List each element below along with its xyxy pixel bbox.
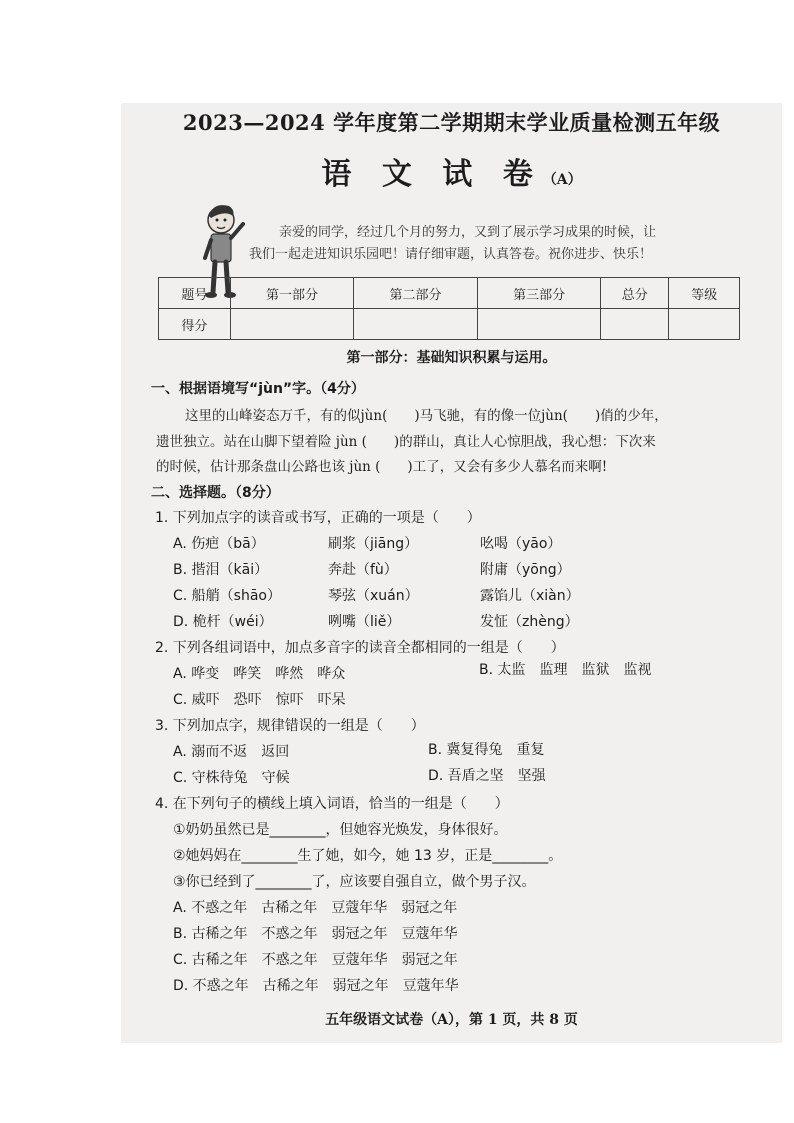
score-header-cell: 等级	[669, 278, 740, 309]
q2-option-c: C. 威吓 恐吓 惊吓 吓呆	[173, 692, 346, 708]
section1-text-line: 的时候，估计那条盘山公路也该 jùn ( )工了，又会有多少人慕名而来啊!	[156, 459, 608, 475]
q4-option-b: B. 古稀之年 不惑之年 弱冠之年 豆蔻年华	[173, 926, 458, 942]
page-footer: 五年级语文试卷（A），第 1 页，共 8 页	[325, 1012, 578, 1028]
score-header-cell: 题号	[159, 278, 231, 309]
score-table-header-row	[159, 278, 740, 309]
q3-option-c: C. 守株待兔 守候	[173, 770, 290, 786]
score-row-label: 得分	[159, 309, 231, 340]
q1-option-c-3: 露馅儿（xiàn）	[480, 588, 580, 604]
score-header-cell: 第三部分	[477, 278, 601, 309]
q3-option-b: B. 冀复得兔 重复	[428, 742, 545, 758]
score-table-score-row	[159, 309, 740, 340]
score-input-cell[interactable]	[477, 309, 601, 340]
score-header-cell: 总分	[601, 278, 669, 309]
greeting-line-1: 亲爱的同学，经过几个月的努力，又到了展示学习成果的时候，让	[279, 225, 657, 240]
q1-stem: 1. 下列加点字的读音或书写，正确的一项是（ ）	[155, 510, 481, 526]
q1-option-a-1: A. 伤疤（bā）	[173, 536, 265, 552]
section1-text-line: 遗世独立。站在山脚下望着险 jùn ( )的群山，真让人心惊胆战，我心想：下次来	[156, 434, 656, 450]
score-header-cell: 第一部分	[230, 278, 354, 309]
exam-header: 2023—2024 学年度第二学期期末学业质量检测五年级	[182, 110, 721, 135]
q2-option-b: B. 太监 监理 监狱 监视	[479, 662, 652, 678]
score-input-cell[interactable]	[669, 309, 740, 340]
q4-option-d: D. 不惑之年 古稀之年 弱冠之年 豆蔻年华	[173, 978, 459, 994]
q1-option-c-1: C. 船艄（shāo）	[173, 588, 281, 604]
q2-option-a: A. 哗变 哗笑 哗然 哗众	[173, 666, 346, 682]
exam-version: （A）	[542, 172, 582, 188]
q4-sentence-1: ①奶奶虽然已是________，但她容光焕发，身体很好。	[173, 822, 508, 838]
score-input-cell[interactable]	[354, 309, 478, 340]
score-table	[158, 277, 740, 340]
q1-option-a-2: 刷浆（jiāng）	[328, 536, 419, 552]
greeting-line-2: 我们一起走进知识乐园吧！请仔细审题，认真答卷。祝你进步、快乐！	[249, 247, 653, 262]
q3-option-d: D. 吾盾之坚 坚强	[428, 768, 546, 784]
q1-option-b-3: 附庸（yōng）	[480, 562, 571, 578]
section1-title: 一、根据语境写“jùn”字。（4分）	[151, 381, 365, 397]
q1-option-b-1: B. 揩泪（kāi）	[173, 562, 269, 578]
q4-sentence-2: ②她妈妈在________生了她，如今，她 13 岁，正是________。	[173, 848, 563, 864]
part1-title: 第一部分：基础知识积累与运用。	[346, 350, 557, 366]
exam-title-text: 语 文 试 卷	[321, 157, 543, 192]
score-input-cell[interactable]	[601, 309, 669, 340]
section1-text-line: 这里的山峰姿态万千，有的似jùn( )马飞驰，有的像一位jùn( )俏的少年，	[185, 408, 668, 424]
q1-option-a-3: 吆喝（yāo）	[480, 536, 562, 552]
q3-stem: 3. 下列加点字，规律错误的一组是（ ）	[155, 718, 425, 734]
exam-title	[121, 149, 782, 193]
q1-option-c-2: 琴弦（xuán）	[328, 588, 419, 604]
section2-title: 二、选择题。（8分）	[151, 485, 280, 501]
q3-option-a: A. 溺而不返 返回	[173, 744, 290, 760]
q4-sentence-3: ③你已经到了________了，应该要自强自立，做个男子汉。	[173, 874, 536, 890]
q2-stem: 2. 下列各组词语中，加点多音字的读音全都相同的一组是（ ）	[155, 640, 565, 656]
q4-option-c: C. 古稀之年 不惑之年 豆蔻年华 弱冠之年	[173, 952, 458, 968]
q1-option-b-2: 奔赴（fù）	[328, 562, 398, 578]
score-input-cell[interactable]	[230, 309, 354, 340]
q4-option-a: A. 不惑之年 古稀之年 豆蔻年华 弱冠之年	[173, 900, 458, 916]
q1-option-d-1: D. 桅杆（wéi）	[173, 614, 273, 630]
q1-option-d-2: 咧嘴（liě）	[328, 614, 401, 630]
q4-stem: 4. 在下列句子的横线上填入词语，恰当的一组是（ ）	[155, 796, 509, 812]
score-header-cell: 第二部分	[354, 278, 478, 309]
q1-option-d-3: 发怔（zhèng）	[480, 614, 579, 630]
exam-paper	[121, 103, 782, 1043]
